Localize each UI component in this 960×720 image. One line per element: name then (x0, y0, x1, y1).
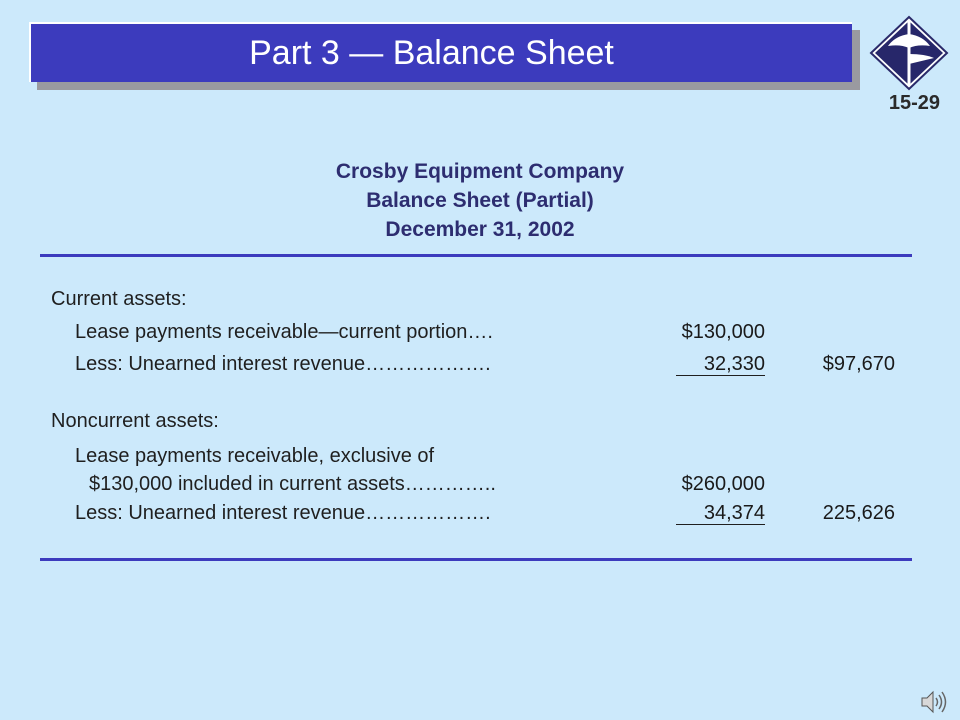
slide-title: Part 3 — Balance Sheet (249, 33, 614, 72)
current-unearned-interest-cell (645, 353, 765, 376)
current-assets-label: Current assets: (51, 288, 187, 310)
noncurrent-net-amount: 225,626 (822, 502, 895, 524)
noncurrent-lease-receivable-label-cont: $130,000 included in current assets………….. (89, 473, 496, 495)
noncurrent-unearned-interest-cell (645, 502, 765, 525)
noncurrent-assets-label: Noncurrent assets: (51, 410, 219, 432)
noncurrent-lease-receivable-amount: $260,000 (681, 473, 765, 495)
noncurrent-lease-receivable-label: Lease payments receivable, exclusive of (75, 445, 435, 467)
statement-title: Balance Sheet (Partial) (366, 189, 594, 212)
statement-heading (0, 157, 960, 244)
current-unearned-interest-amount: 32,330 (676, 353, 765, 376)
page-number: 15-29 (888, 92, 940, 114)
top-divider (40, 254, 912, 257)
diamond-logo-icon (868, 14, 950, 92)
title-bar (29, 22, 852, 82)
statement-date: December 31, 2002 (385, 218, 575, 241)
current-lease-receivable-label: Lease payments receivable—current portion…. (75, 321, 493, 343)
company-name: Crosby Equipment Company (335, 160, 625, 183)
current-unearned-interest-label: Less: Unearned interest revenue………………. (75, 353, 491, 375)
noncurrent-unearned-interest-label: Less: Unearned interest revenue………………. (75, 502, 491, 524)
bottom-divider (40, 558, 912, 561)
current-net-amount: $97,670 (822, 353, 895, 375)
noncurrent-unearned-interest-amount: 34,374 (676, 502, 765, 525)
speaker-icon[interactable] (920, 688, 948, 716)
current-lease-receivable-amount: $130,000 (681, 321, 765, 343)
